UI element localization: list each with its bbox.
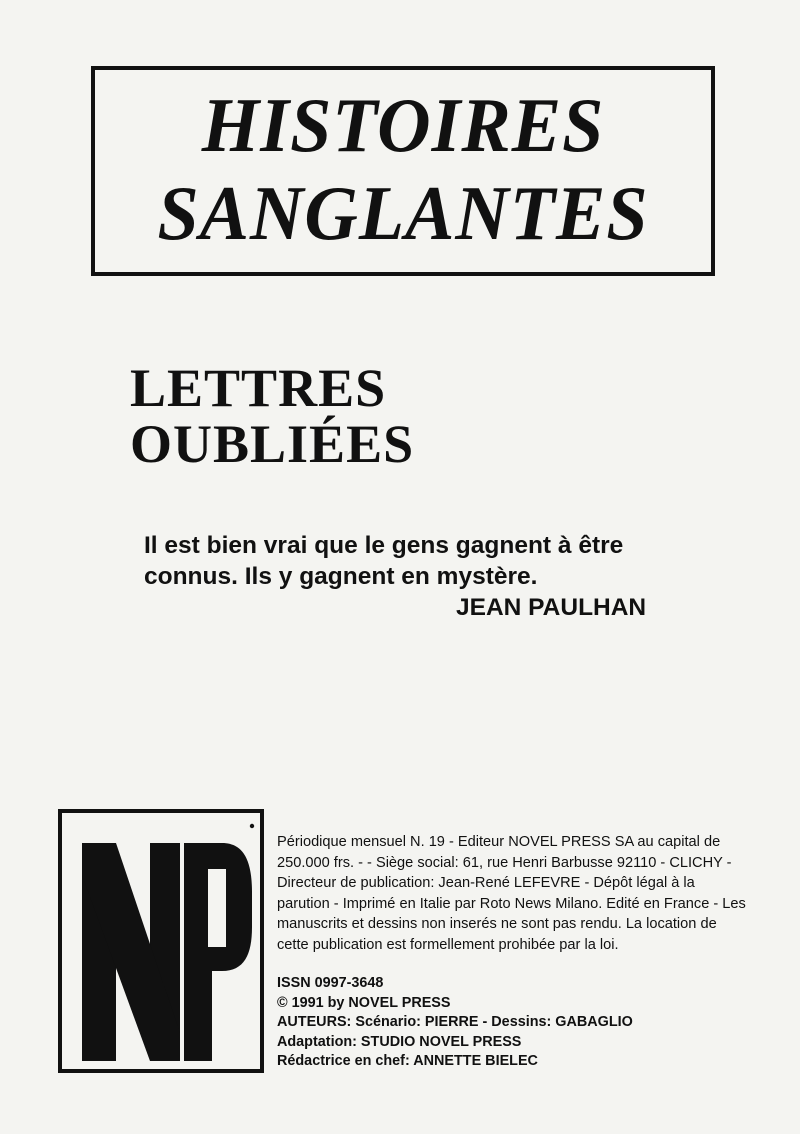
series-title-line-1: HISTOIRES — [201, 82, 605, 170]
story-title-line-2: OUBLIÉES — [130, 414, 415, 474]
credits-block — [277, 974, 747, 1072]
editor-line: Rédactrice en chef: ANNETTE BIELEC — [277, 1053, 538, 1070]
np-logo-icon — [58, 809, 264, 1073]
issn-line: ISSN 0997-3648 — [277, 975, 384, 991]
series-title-line-2: SANGLANTES — [157, 170, 649, 258]
np-logo-letter-n — [82, 843, 180, 1061]
epigraph-author: JEAN PAULHAN — [456, 594, 647, 621]
epigraph-quote-line-2: connus. Ils y gagnent en mystère. — [144, 563, 538, 590]
adaptation-line: Adaptation: STUDIO NOVEL PRESS — [277, 1033, 522, 1050]
epigraph-quote — [144, 530, 744, 592]
series-title-box — [91, 66, 715, 276]
authors-line: AUTEURS: Scénario: PIERRE - Dessins: GABAGLIO — [277, 1014, 633, 1031]
story-title-line-1: LETTRES — [130, 358, 387, 418]
imprint-text: Périodique mensuel N. 19 - Editeur NOVEL PRESS SA au capital de 250.000 frs. - - Siège social: 61, rue Henri Barbusse 92110 - CLICHY - Directeur de publication: Jean-René LEFEVRE - Dépôt légal à la parution - Imprimé en Italie par Roto News Milano. Edité en France - Les manuscrits et dessins non inserés ne sont pas rendu. La location de cette publication est formellement prohibée par la loi. — [277, 834, 746, 953]
copyright-line: © 1991 by NOVEL PRESS — [277, 994, 451, 1011]
story-title — [130, 360, 414, 472]
epigraph-quote-line-1: Il est bien vrai que le gens gagnent à être — [144, 532, 624, 559]
np-logo-graphic — [62, 813, 260, 1069]
